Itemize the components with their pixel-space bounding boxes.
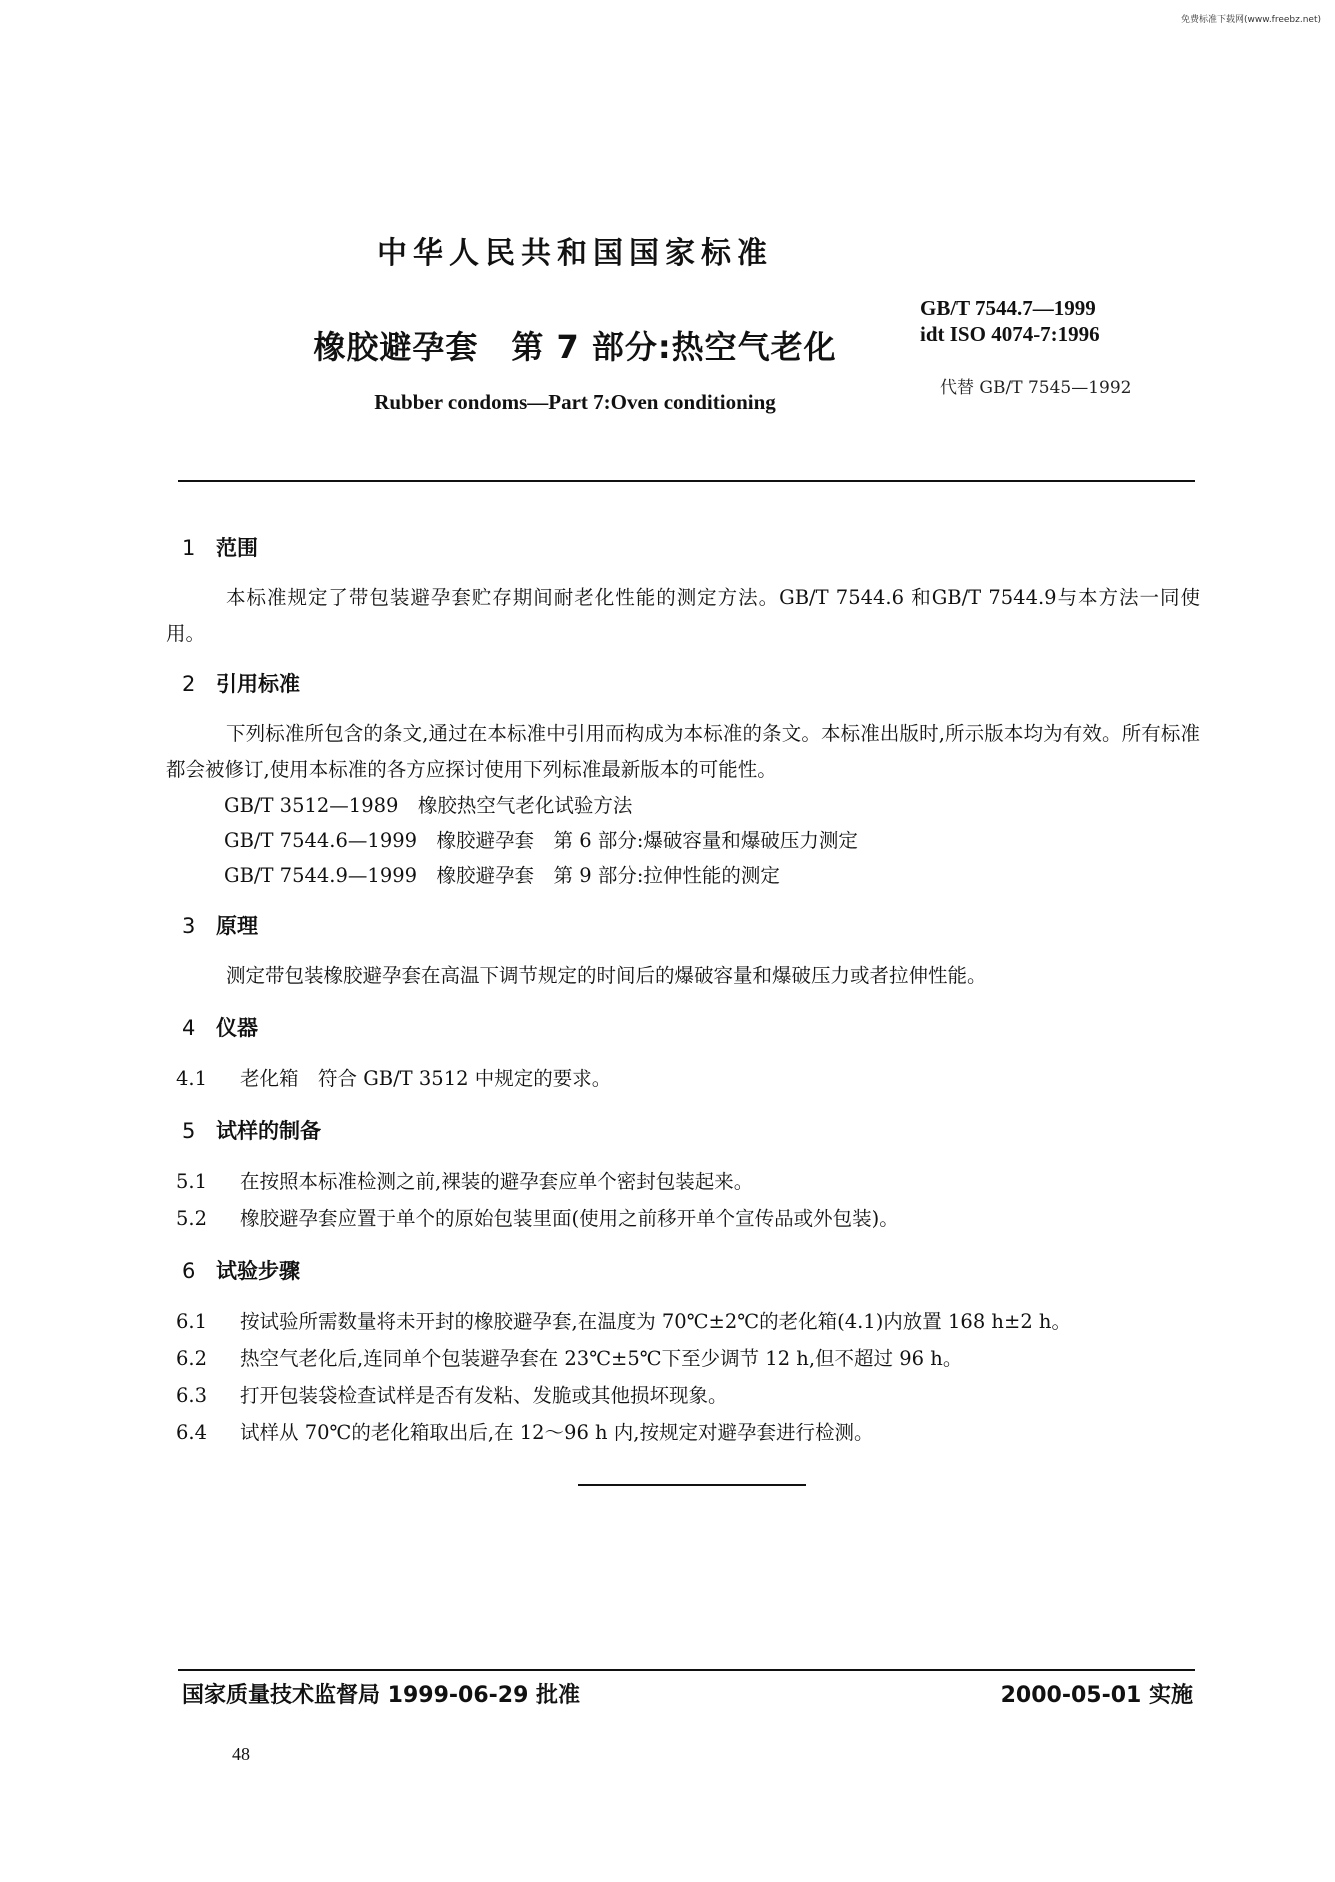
section-2-text: 下列标准所包含的条文,通过在本标准中引用而构成为本标准的条文。本标准出版时,所示版本均为有效。所有标准都会被修订,使用本标准的各方应探讨使用下列标准最新版本的可能性。 bbox=[166, 722, 1200, 781]
footer-divider bbox=[178, 1669, 1195, 1671]
clause-item: 6.2 热空气老化后,连同单个包装避孕套在 23℃±5℃下至少调节 12 h,但不超过 96 h。 bbox=[176, 1347, 963, 1370]
document-title-cn: 橡胶避孕套 第 7 部分:热空气老化 bbox=[313, 328, 837, 366]
watermark-text: 免费标准下载网(www.freebz.net) bbox=[1181, 15, 1321, 25]
section-4-heading: 4 仪器 bbox=[182, 1016, 258, 1040]
clause-item: 5.2 橡胶避孕套应置于单个的原始包装里面(使用之前移开单个宣传品或外包装)。 bbox=[176, 1207, 899, 1230]
clause-item: 6.4 试样从 70℃的老化箱取出后,在 12～96 h 内,按规定对避孕套进行检测。 bbox=[176, 1421, 874, 1444]
section-3-heading: 3 原理 bbox=[182, 914, 258, 938]
idt-reference: idt ISO 4074-7:1996 bbox=[920, 322, 1100, 346]
standard-number: GB/T 7544.7—1999 bbox=[920, 296, 1096, 320]
section-5-heading: 5 试样的制备 bbox=[182, 1119, 321, 1143]
section-6-heading: 6 试验步骤 bbox=[182, 1259, 300, 1283]
page-number: 48 bbox=[232, 1744, 250, 1764]
clause-item: 6.1 按试验所需数量将未开封的橡胶避孕套,在温度为 70℃±2℃的老化箱(4.1)内放置 168 h±2 h。 bbox=[176, 1310, 1071, 1333]
document-title-en: Rubber condoms—Part 7:Oven conditioning bbox=[374, 390, 776, 414]
clause-item: 6.3 打开包装袋检查试样是否有发粘、发脆或其他损坏现象。 bbox=[176, 1384, 728, 1407]
replaces-standard: 代替 GB/T 7545—1992 bbox=[940, 378, 1132, 398]
section-3-text: 测定带包装橡胶避孕套在高温下调节规定的时间后的爆破容量和爆破压力或者拉伸性能。 bbox=[226, 964, 987, 987]
national-standard-heading: 中华人民共和国国家标准 bbox=[377, 236, 773, 271]
clause-item: 5.1 在按照本标准检测之前,裸装的避孕套应单个密封包装起来。 bbox=[176, 1170, 754, 1193]
reference-item: GB/T 7544.6—1999 橡胶避孕套 第 6 部分:爆破容量和爆破压力测定 bbox=[224, 829, 858, 852]
section-2-heading: 2 引用标准 bbox=[182, 672, 300, 696]
clause-item: 4.1 老化箱 符合 GB/T 3512 中规定的要求。 bbox=[176, 1067, 612, 1090]
section-1-text: 本标准规定了带包装避孕套贮存期间耐老化性能的测定方法。GB/T 7544.6 和GB/T 7544.9与本方法一同使用。 bbox=[166, 586, 1200, 645]
end-of-text-rule bbox=[578, 1484, 806, 1486]
header-divider bbox=[178, 480, 1195, 482]
reference-item: GB/T 3512—1989 橡胶热空气老化试验方法 bbox=[224, 794, 633, 817]
section-1-heading: 1 范围 bbox=[182, 536, 258, 560]
reference-item: GB/T 7544.9—1999 橡胶避孕套 第 9 部分:拉伸性能的测定 bbox=[224, 864, 780, 887]
approval-date: 国家质量技术监督局 1999-06-29 批准 bbox=[182, 1683, 581, 1708]
effective-date: 2000-05-01 实施 bbox=[1000, 1683, 1193, 1708]
